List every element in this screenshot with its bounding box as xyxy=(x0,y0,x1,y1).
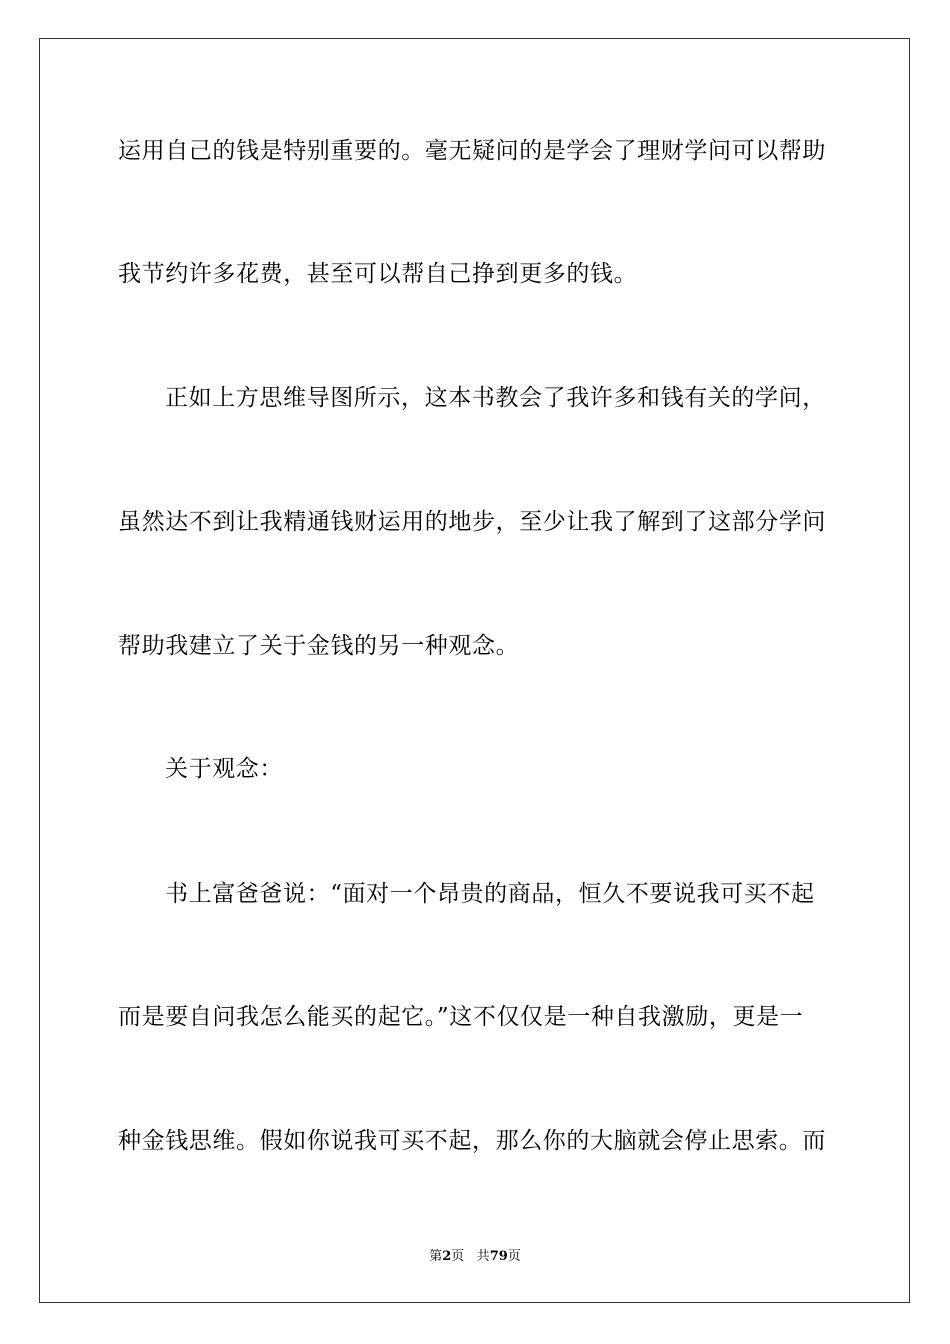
page-border xyxy=(39,38,910,1303)
page-prefix: 第 xyxy=(429,1249,443,1264)
paragraph-line: 虽然达不到让我精通钱财运用的地步，至少让我了解到了这部分学问 xyxy=(118,509,826,535)
page-footer xyxy=(0,1248,950,1266)
paragraph-line: 种金钱思维。假如你说我可买不起，那么你的大脑就会停止思索。而 xyxy=(118,1128,826,1154)
paragraph-line: 运用自己的钱是特别重要的。毫无疑问的是学会了理财学问可以帮助 xyxy=(118,138,826,164)
paragraph-line: 帮助我建立了关于金钱的另一种观念。 xyxy=(118,633,520,659)
page-suffix: 页 xyxy=(451,1249,465,1264)
paragraph-line: 关于观念： xyxy=(165,756,283,782)
paragraph-line: 正如上方思维导图所示，这本书教会了我许多和钱有关的学问， xyxy=(165,385,826,411)
total-pages: 79 xyxy=(489,1249,508,1264)
paragraph-line: 书上富爸爸说：“面对一个昂贵的商品，恒久不要说我可买不起 xyxy=(165,881,815,907)
paragraph-line: 而是要自问我怎么能买的起它。”这不仅仅是一种自我激励，更是一 xyxy=(118,1004,804,1030)
total-suffix: 页 xyxy=(507,1249,521,1264)
page-number: 2 xyxy=(442,1249,452,1264)
total-prefix: 共 xyxy=(476,1249,490,1264)
paragraph-line: 我节约许多花费，甚至可以帮自己挣到更多的钱。 xyxy=(118,261,638,287)
